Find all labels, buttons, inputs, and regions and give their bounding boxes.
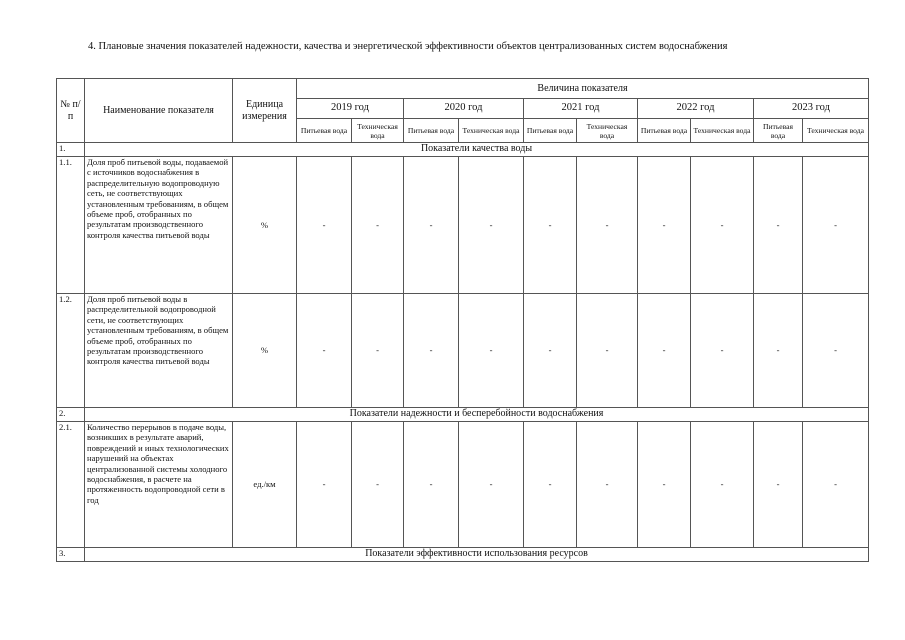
- subheader-drink: Питьевая вода: [754, 119, 803, 143]
- subheader-drink: Питьевая вода: [524, 119, 577, 143]
- section-title: Показатели надежности и бесперебойности водоснабжения: [85, 408, 869, 422]
- value-cell: -: [754, 422, 803, 548]
- indicator-name: Доля проб питьевой воды, подаваемой с источников водоснабжения в распределительную водопроводную сеть, не соответствующих установленным требованиям, в общем объеме проб, отобранных по результатам производственного контроля качества питьевой воды: [85, 157, 233, 294]
- value-cell: -: [691, 157, 754, 294]
- value-cell: -: [404, 422, 459, 548]
- row-num: 1.2.: [57, 294, 85, 408]
- value-cell: -: [352, 157, 404, 294]
- indicator-name: Доля проб питьевой воды в распределительной водопроводной сети, не соответствующих установленным требованиям, в общем объеме проб, отобранных по результатам производственного контроля качества питьевой воды: [85, 294, 233, 408]
- section-num: 2.: [57, 408, 85, 422]
- indicator-name: Количество перерывов в подаче воды, возникших в результате аварий, повреждений и иных технологических нарушений на объектах централизованной системы холодного водоснабжения, в расчете на протяженность водопроводной сети в год: [85, 422, 233, 548]
- subheader-drink: Питьевая вода: [297, 119, 352, 143]
- value-cell: -: [459, 294, 524, 408]
- value-cell: -: [297, 294, 352, 408]
- header-num: № п/п: [57, 79, 85, 143]
- subheader-tech: Техническая вода: [352, 119, 404, 143]
- value-cell: -: [691, 422, 754, 548]
- table-row: [57, 157, 869, 294]
- value-cell: -: [638, 157, 691, 294]
- table-row: [57, 422, 869, 548]
- value-cell: -: [297, 157, 352, 294]
- indicators-table: [56, 78, 869, 562]
- unit-cell: %: [233, 294, 297, 408]
- value-cell: -: [754, 294, 803, 408]
- value-cell: -: [803, 294, 869, 408]
- year-header: 2019 год: [297, 99, 404, 119]
- table-row: [57, 294, 869, 408]
- subheader-drink: Питьевая вода: [404, 119, 459, 143]
- section-title: Показатели эффективности использования ресурсов: [85, 548, 869, 562]
- subheader-tech: Техническая вода: [691, 119, 754, 143]
- section-num: 1.: [57, 143, 85, 157]
- section-title: Показатели качества воды: [85, 143, 869, 157]
- header-value: Величина показателя: [297, 79, 869, 99]
- header-unit: Единица измерения: [233, 79, 297, 143]
- value-cell: -: [577, 294, 638, 408]
- heading-text: 4. Плановые значения показателей надежности, качества и энергетической эффективности объектов централизованных систем водоснабжения: [88, 41, 728, 52]
- value-cell: -: [524, 294, 577, 408]
- section-row: [57, 143, 869, 157]
- subheader-tech: Техническая вода: [803, 119, 869, 143]
- value-cell: -: [459, 157, 524, 294]
- section-row: [57, 548, 869, 562]
- year-header: 2021 год: [524, 99, 638, 119]
- value-cell: -: [404, 157, 459, 294]
- subheader-drink: Питьевая вода: [638, 119, 691, 143]
- value-cell: -: [297, 422, 352, 548]
- header-name: Наименование показателя: [85, 79, 233, 143]
- value-cell: -: [352, 294, 404, 408]
- year-header: 2022 год: [638, 99, 754, 119]
- value-cell: -: [577, 157, 638, 294]
- subheader-tech: Техническая вода: [459, 119, 524, 143]
- unit-cell: %: [233, 157, 297, 294]
- value-cell: -: [638, 294, 691, 408]
- row-num: 2.1.: [57, 422, 85, 548]
- section-row: [57, 408, 869, 422]
- document-heading: [56, 40, 859, 53]
- value-cell: -: [459, 422, 524, 548]
- value-cell: -: [803, 422, 869, 548]
- value-cell: -: [524, 422, 577, 548]
- value-cell: -: [404, 294, 459, 408]
- value-cell: -: [754, 157, 803, 294]
- year-header: 2020 год: [404, 99, 524, 119]
- row-num: 1.1.: [57, 157, 85, 294]
- value-cell: -: [352, 422, 404, 548]
- value-cell: -: [691, 294, 754, 408]
- year-header: 2023 год: [754, 99, 869, 119]
- value-cell: -: [638, 422, 691, 548]
- value-cell: -: [577, 422, 638, 548]
- value-cell: -: [524, 157, 577, 294]
- subheader-tech: Техническая вода: [577, 119, 638, 143]
- value-cell: -: [803, 157, 869, 294]
- section-num: 3.: [57, 548, 85, 562]
- unit-cell: ед./км: [233, 422, 297, 548]
